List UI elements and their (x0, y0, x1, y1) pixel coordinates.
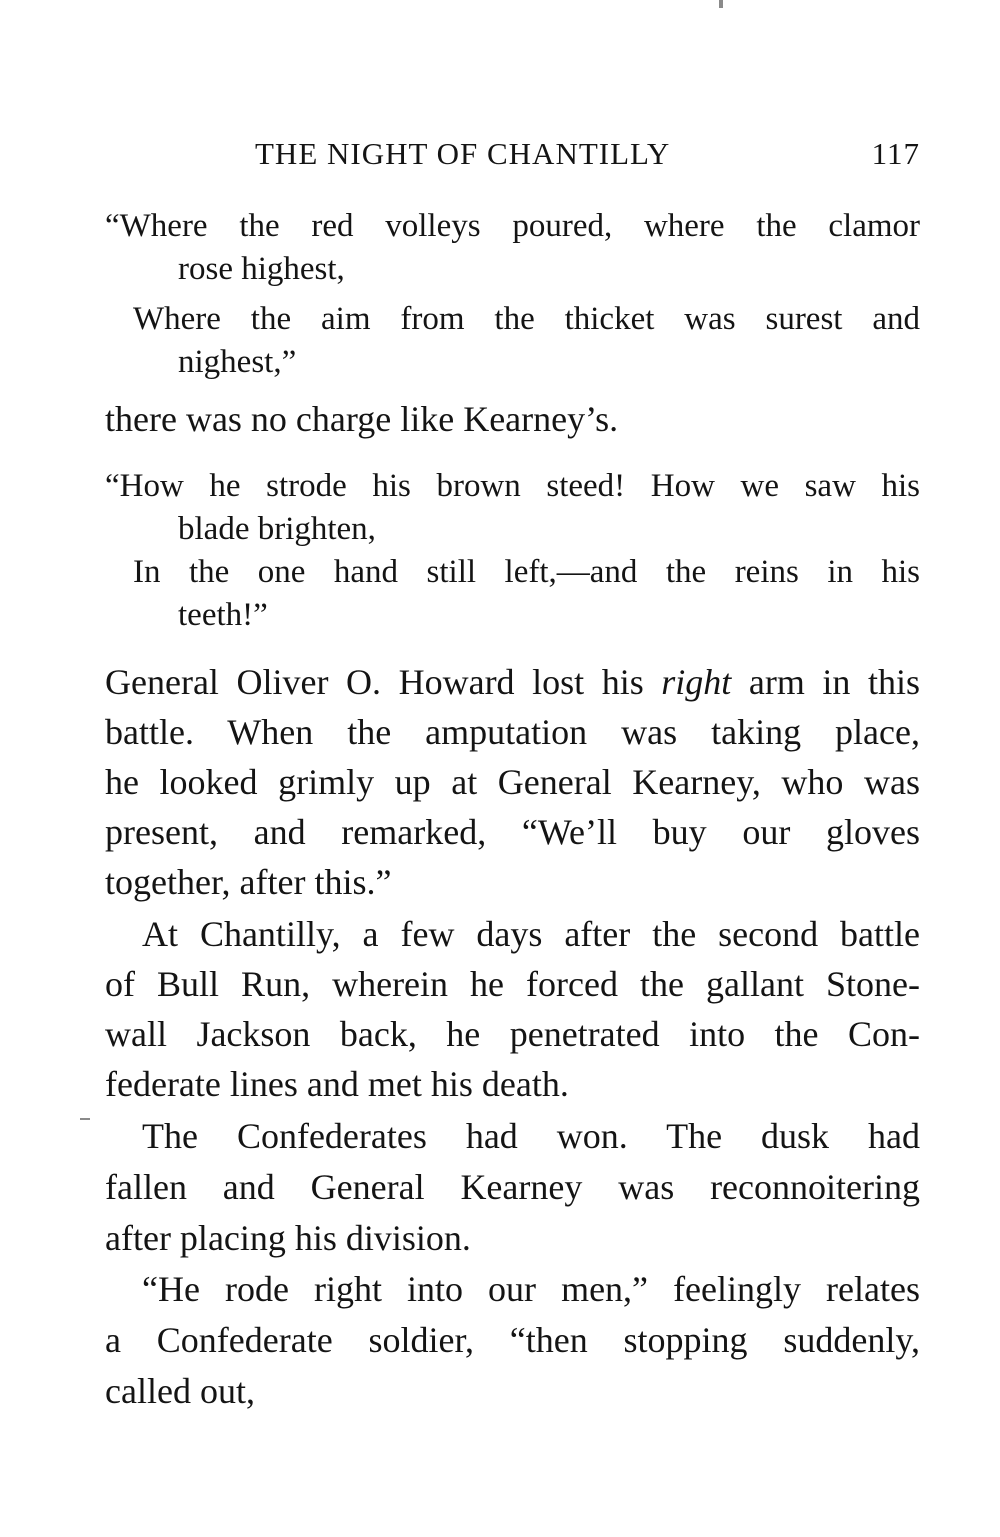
verse-line: In the one hand still left,—and the reins in his (133, 554, 920, 590)
verse-line-continuation: blade brighten, (178, 511, 376, 547)
paragraph-line: wall Jackson back, he penetrated into the Con- (105, 1014, 920, 1054)
verse-line: Where the aim from the thicket was surest and (133, 301, 920, 337)
paragraph-line (105, 661, 920, 703)
running-title: THE NIGHT OF CHANTILLY (255, 136, 671, 171)
paragraph-line: federate lines and met his death. (105, 1064, 569, 1104)
paragraph-line: a Confederate soldier, “then stopping suddenly, (105, 1320, 920, 1360)
paragraph-line: present, and remarked, “We’ll buy our gloves (105, 812, 920, 852)
print-speck (80, 1118, 90, 1120)
paragraph-line: The Confederates had won. The dusk had (142, 1116, 920, 1156)
verse-line: “How he strode his brown steed! How we saw his (105, 468, 920, 504)
paragraph-line: together, after this.” (105, 862, 392, 902)
line-text: General Oliver O. Howard lost his (105, 662, 662, 702)
paragraph-line: fallen and General Kearney was reconnoitering (105, 1167, 920, 1207)
paragraph-line: “He rode right into our men,” feelingly relates (142, 1269, 920, 1309)
paragraph-line: battle. When the amputation was taking place, (105, 712, 920, 752)
verse-line-continuation: teeth!” (178, 597, 268, 633)
paragraph-line: of Bull Run, wherein he forced the gallant Stone- (105, 964, 920, 1004)
prose-text: there was no charge like Kearney’s. (105, 399, 619, 439)
italic-word: right (661, 662, 732, 702)
paragraph-line: At Chantilly, a few days after the second battle (142, 914, 920, 954)
paragraph-line: after placing his division. (105, 1218, 471, 1258)
paragraph-line: called out, (105, 1371, 255, 1411)
verse-line-continuation: nighest,” (178, 344, 297, 380)
verse-line: “Where the red volleys poured, where the clamor (105, 208, 920, 244)
line-text: arm in this (731, 662, 921, 702)
running-header (255, 136, 920, 180)
verse-line-continuation: rose highest, (178, 251, 345, 287)
paragraph-line: he looked grimly up at General Kearney, who was (105, 762, 920, 802)
print-speck (719, 0, 723, 8)
page-number: 117 (871, 136, 920, 171)
